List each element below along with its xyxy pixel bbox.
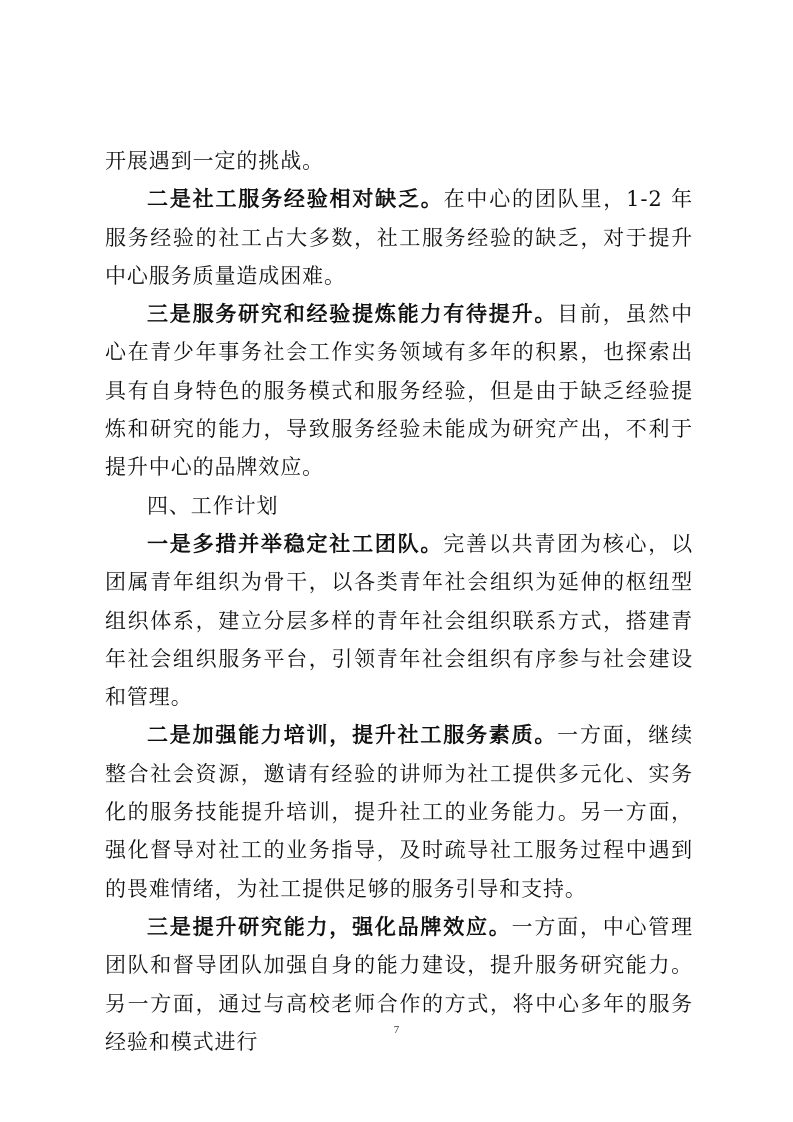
document-body [105,142,693,1061]
paragraph-plan-1 [105,525,693,716]
paragraph-text: 目前，虽然中心在青少年事务社会工作实务领域有多年的积累，也探索出具有自身特色的服务模式和服务经验，但是由于缺乏经验提炼和研究的能力，导致服务经验未能成为研究产出，不利于提升中心的品牌效应。 [105,302,693,480]
paragraph-lead: 二是加强能力培训，提升社工服务素质。 [147,722,558,748]
section-heading: 四、工作计划 [147,493,279,518]
paragraph-text: 完善以共青团为核心，以团属青年组织为骨干，以各类青年社会组织为延伸的枢纽型组织体系，建立分层多样的青年社会组织联系方式，搭建青年社会组织服务平台，引领青年社会组织有序参与社会建设和管理。 [105,531,693,710]
paragraph-lead: 三是提升研究能力，强化品牌效应。 [147,913,512,939]
paragraph-text: 一方面，中心管理团队和督导团队加强自身的能力建设，提升服务研究能力。另一方面，通过与高校老师合作的方式，将中心多年的服务经验和模式进行 [105,914,693,1054]
paragraph-lead: 一是多措并举稳定社工团队。 [147,530,444,556]
paragraph-text: 在中心的团队里，1-2 年服务经验的社工占大多数，社工服务经验的缺乏，对于提升中心服务质量造成困难。 [105,187,693,288]
paragraph-continuation [105,142,693,180]
paragraph-text: 开展遇到一定的挑战。 [105,149,324,173]
paragraph-lead: 三是服务研究和经验提炼能力有待提升。 [147,301,558,327]
paragraph-challenge-2 [105,180,693,295]
paragraph-text: 一方面，继续整合社会资源，邀请有经验的讲师为社工提供多元化、实务化的服务技能提升培训，提升社工的业务能力。另一方面，强化督导对社工的业务指导，及时疏导社工服务过程中遇到的畏难情绪，为社工提供足够的服务引导和支持。 [105,723,693,901]
paragraph-plan-2 [105,716,693,907]
paragraph-challenge-3 [105,295,693,486]
paragraph-lead: 二是社工服务经验相对缺乏。 [147,186,444,212]
page-number: 7 [393,1024,400,1036]
paragraph-plan-3 [105,908,693,1061]
